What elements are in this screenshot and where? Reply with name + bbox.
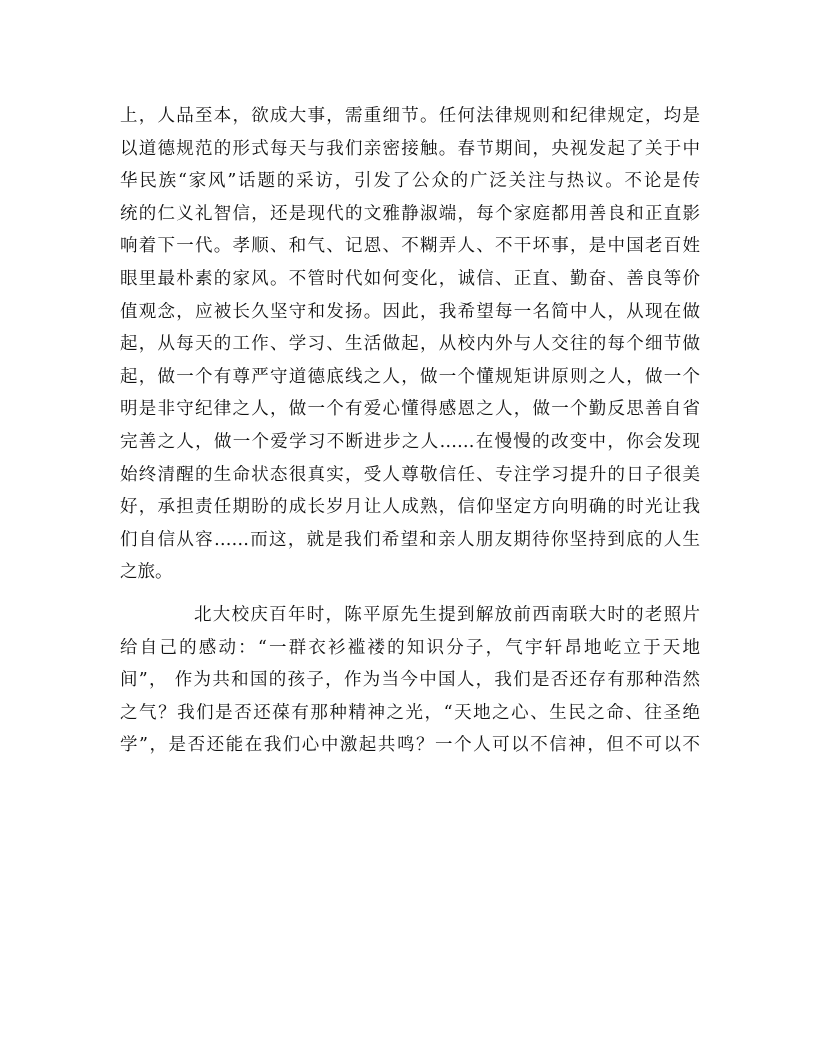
text-line: 响着下一代。孝顺、和气、记恩、不糊弄人、不干坏事，是中国老百姓 [120,236,700,257]
text-line: 眼里最朴素的家风。不管时代如何变化，诚信、正直、勤奋、善良等价 [120,268,700,289]
text-line: 之气？我们是否还葆有那种精神之光，“天地之心、生民之命、往圣绝 [120,702,700,723]
paragraph-2 [120,599,700,762]
text-line: 完善之人，做一个爱学习不断进步之人……在慢慢的改变中，你会发现 [120,431,700,452]
text-line: 明是非守纪律之人，做一个有爱心懂得感恩之人，做一个勤反思善自省 [120,399,700,420]
text-line: 统的仁义礼智信，还是现代的文雅静淑端，每个家庭都用善良和正直影 [120,203,700,224]
paragraph-spacer [120,589,700,599]
text-line: 华民族“家风”话题的采访，引发了公众的广泛关注与热议。不论是传 [120,171,700,192]
paragraph-1 [120,100,700,589]
text-line: 间”， 作为共和国的孩子，作为当今中国人，我们是否还存有那种浩然 [120,670,700,691]
text-line: 们自信从容……而这，就是我们希望和亲人朋友期待你坚持到底的人生 [120,529,700,550]
body-text [120,100,700,762]
text-line: 给自己的感动：“一群衣衫褴褛的知识分子，气宇轩昂地屹立于天地 [120,637,700,658]
text-line: 之旅。 [120,562,173,583]
text-line: 起，做一个有尊严守道德底线之人，做一个懂规矩讲原则之人，做一个 [120,366,700,387]
text-line: 好，承担责任期盼的成长岁月让人成熟，信仰坚定方向明确的时光让我 [120,497,700,518]
text-line: 以道德规范的形式每天与我们亲密接触。春节期间，央视发起了关于中 [120,138,700,159]
text-line: 上，人品至本，欲成大事，需重细节。任何法律规则和纪律规定，均是 [120,106,700,126]
text-line: 北大校庆百年时，陈平原先生提到解放前西南联大时的老照片 [194,604,700,625]
text-line: 值观念，应被长久坚守和发扬。因此，我希望每一名简中人，从现在做 [120,301,700,322]
text-line: 起，从每天的工作、学习、生活做起，从校内外与人交往的每个细节做 [120,334,700,355]
text-line: 学”，是否还能在我们心中激起共鸣？一个人可以不信神，但不可以不 [120,735,700,756]
text-line: 始终清醒的生命状态很真实，受人尊敬信任、专注学习提升的日子很美 [120,464,700,485]
